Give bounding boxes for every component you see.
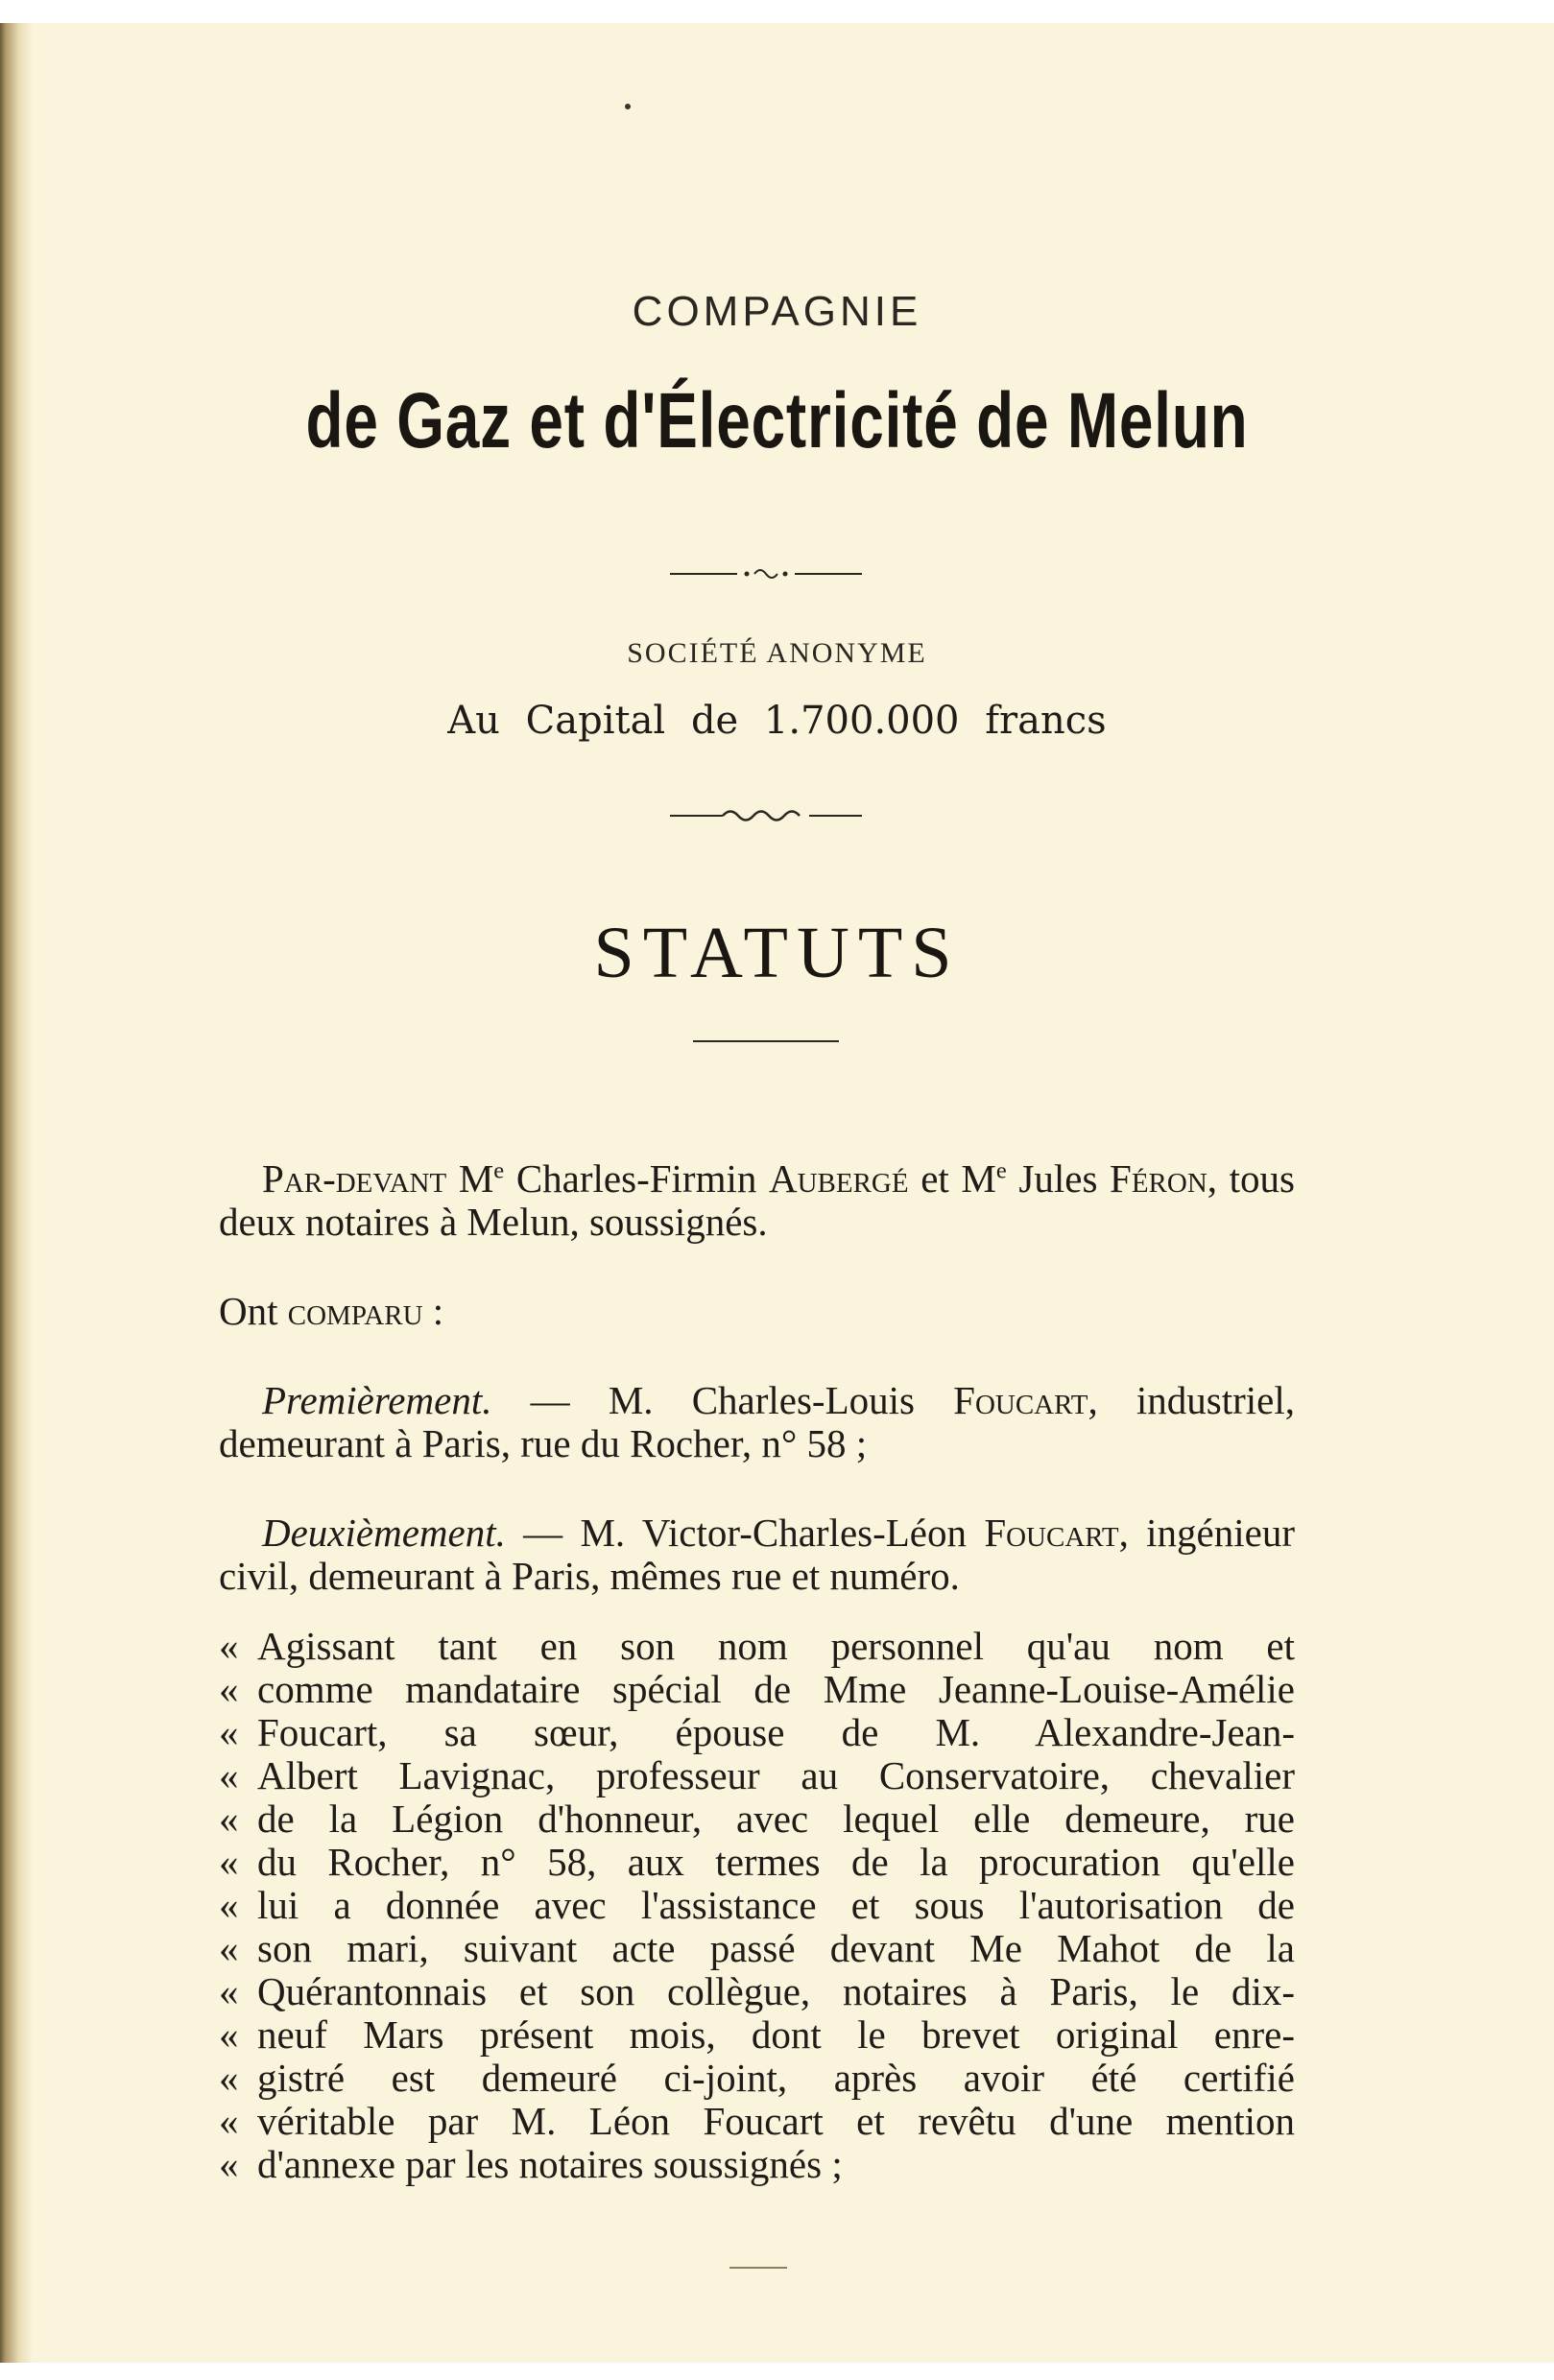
quote-line-text: du Rocher, n° 58, aux termes de la procuration qu'elle: [257, 1840, 1295, 1884]
scan-top-margin: [0, 0, 1554, 23]
company-label: COMPAGNIE: [632, 288, 922, 335]
quote-line: [219, 1754, 1295, 1797]
quote-mark: «: [219, 2056, 239, 2100]
quote-mark: «: [219, 1969, 239, 2013]
quote-line-text: gistré est demeuré ci-joint, après avoir été certifié: [257, 2056, 1295, 2100]
body-text: [219, 1157, 1295, 2186]
page-foot-mark: [729, 2267, 787, 2269]
quote-mark: «: [219, 2099, 239, 2143]
quote-mark: «: [219, 1710, 239, 1754]
quote-line-text: d'annexe par les notaires soussignés ;: [257, 2142, 843, 2186]
quote-mark: «: [219, 1624, 239, 1668]
premierement-paragraph: Premièrement. — M. Charles-Louis Foucart, industriel, demeurant à Paris, rue du Rocher, n° 58 ;: [219, 1378, 1295, 1465]
scan-bottom-margin: [0, 2363, 1554, 2380]
company-type: SOCIÉTÉ ANONYME: [627, 637, 927, 669]
quote-mark: «: [219, 1883, 239, 1927]
quote-line-text: comme mandataire spécial de Mme Jeanne-Louise-Amélie: [257, 1667, 1295, 1711]
quote-line-text: Foucart, sa sœur, épouse de M. Alexandre-Jean-: [257, 1710, 1295, 1754]
preamble-paragraph: Par-devant Me Charles-Firmin Aubergé et Me Jules Féron, tous deux notaires à Melun, soussignés.: [219, 1156, 1295, 1244]
quote-line-text: son mari, suivant acte passé devant Me Mahot de la: [257, 1926, 1295, 1970]
ornament-divider-2: [670, 806, 862, 825]
company-name-title: de Gaz et d'Électricité de Melun: [305, 377, 1249, 464]
ink-speck: [625, 104, 631, 109]
quote-mark: «: [219, 1926, 239, 1970]
ont-compare-heading: Ont comparu :: [219, 1289, 444, 1333]
deuxiemement-paragraph: Deuxièmement. — M. Victor-Charles-Léon Foucart, ingénieur civil, demeurant à Paris, mêmes rue et numéro.: [219, 1511, 1295, 1598]
quote-line: [219, 1970, 1295, 2013]
quote-mark: «: [219, 1840, 239, 1884]
quote-line: [219, 2057, 1295, 2100]
quote-line: [219, 2143, 1295, 2186]
quoted-procuration: [219, 1625, 1295, 2186]
quote-line: [219, 1797, 1295, 1841]
quote-mark: «: [219, 1797, 239, 1841]
quote-line: [219, 1841, 1295, 1884]
quote-mark: «: [219, 1667, 239, 1711]
ornament-divider-1: [670, 564, 862, 583]
quote-line: [219, 1711, 1295, 1754]
quote-line-text: Quérantonnais et son collègue, notaires à Paris, le dix-: [257, 1969, 1295, 2013]
quote-line-text: véritable par M. Léon Foucart et revêtu d'une mention: [257, 2099, 1295, 2143]
quote-line-text: neuf Mars présent mois, dont le brevet original enre-: [257, 2012, 1295, 2057]
quote-mark: «: [219, 2012, 239, 2057]
quote-line: [219, 2100, 1295, 2143]
quote-line: [219, 1668, 1295, 1711]
document-title: STATUTS: [593, 913, 961, 993]
quote-mark: «: [219, 1753, 239, 1797]
quote-line: [219, 1927, 1295, 1970]
capital-line: Au Capital de 1.700.000 francs: [447, 699, 1107, 743]
title-rule: [693, 1040, 839, 1042]
quote-line-text: de la Légion d'honneur, avec lequel elle demeure, rue: [257, 1797, 1295, 1841]
quote-line-text: lui a donnée avec l'assistance et sous l'autorisation de: [257, 1883, 1295, 1927]
quote-line-text: Agissant tant en son nom personnel qu'au nom et: [257, 1624, 1295, 1668]
quote-line: [219, 2013, 1295, 2057]
quote-mark: «: [219, 2142, 239, 2186]
quote-line: [219, 1625, 1295, 1668]
quote-line-text: Albert Lavignac, professeur au Conservatoire, chevalier: [257, 1753, 1295, 1797]
quote-line: [219, 1884, 1295, 1927]
